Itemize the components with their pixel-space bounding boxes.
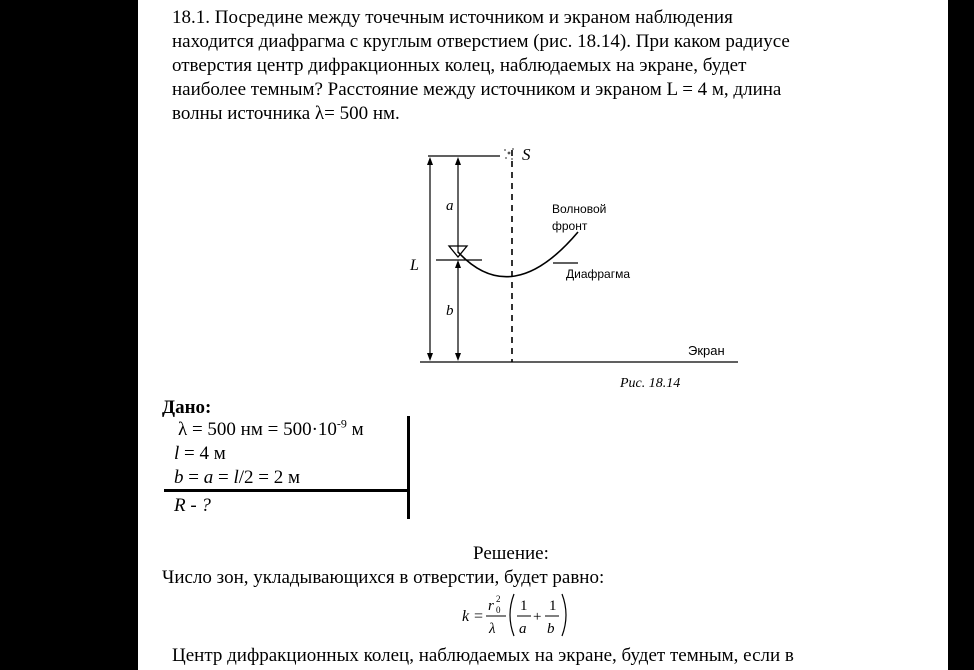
figure-diffraction-diagram	[408, 140, 768, 398]
document-page	[138, 0, 948, 670]
figure-caption: Рис. 18.14	[620, 376, 681, 391]
svg-text:r: r	[488, 598, 494, 614]
svg-text:b: b	[547, 621, 555, 637]
svg-text:0: 0	[496, 605, 501, 615]
problem-line-1: 18.1. Посредине между точечным источником и экраном наблюдения	[172, 7, 733, 28]
problem-line-2: находится диафрагма с круглым отверстием (рис. 18.14). При каком радиусе	[172, 31, 790, 52]
label-L: L	[410, 257, 419, 274]
svg-text:+: +	[533, 609, 542, 625]
figure-wavefront-arc	[458, 232, 578, 277]
label-S: S	[522, 145, 531, 164]
svg-text:2: 2	[496, 594, 501, 604]
problem-line-5: волны источника λ= 500 нм.	[172, 103, 400, 124]
label-b: b	[446, 303, 454, 319]
svg-text:1: 1	[549, 598, 557, 614]
problem-line-4: наиболее темным? Расстояние между источником и экраном L = 4 м, длина	[172, 79, 782, 100]
svg-text:a: a	[519, 621, 527, 637]
svg-text:1: 1	[520, 598, 528, 614]
label-wavefront-2: фронт	[552, 219, 588, 233]
given-line-distances: b = a = l/2 = 2 м	[174, 467, 300, 488]
given-line-wavelength: λ = 500 нм = $500\cdot 10^{-9}$ м	[178, 416, 364, 440]
svg-text:k: k	[462, 608, 470, 625]
given-heading: Дано:	[162, 397, 212, 418]
label-screen: Экран	[688, 343, 725, 358]
label-diaphragm: Диафрагма	[566, 267, 631, 281]
svg-text:λ: λ	[489, 621, 496, 637]
given-separator-vertical	[407, 416, 410, 519]
solution-heading: Решение:	[473, 543, 549, 564]
given-line-length: l = 4 м	[174, 443, 226, 464]
svg-text:=: =	[474, 608, 484, 625]
problem-statement	[172, 6, 932, 126]
label-wavefront-1: Волновой	[552, 202, 607, 216]
given-separator-horizontal	[164, 489, 410, 492]
solution-line-2: Центр дифракционных колец, наблюдаемых на экране, будет темным, если в	[172, 645, 794, 666]
problem-line-3: отверстия центр дифракционных колец, наблюдаемых на экране, будет	[172, 55, 747, 76]
formula-zone-count	[460, 588, 580, 642]
given-find: R - ?	[174, 495, 211, 516]
solution-line-1: Число зон, укладывающихся в отверстии, будет равно:	[162, 567, 605, 588]
label-a: a	[446, 198, 454, 214]
